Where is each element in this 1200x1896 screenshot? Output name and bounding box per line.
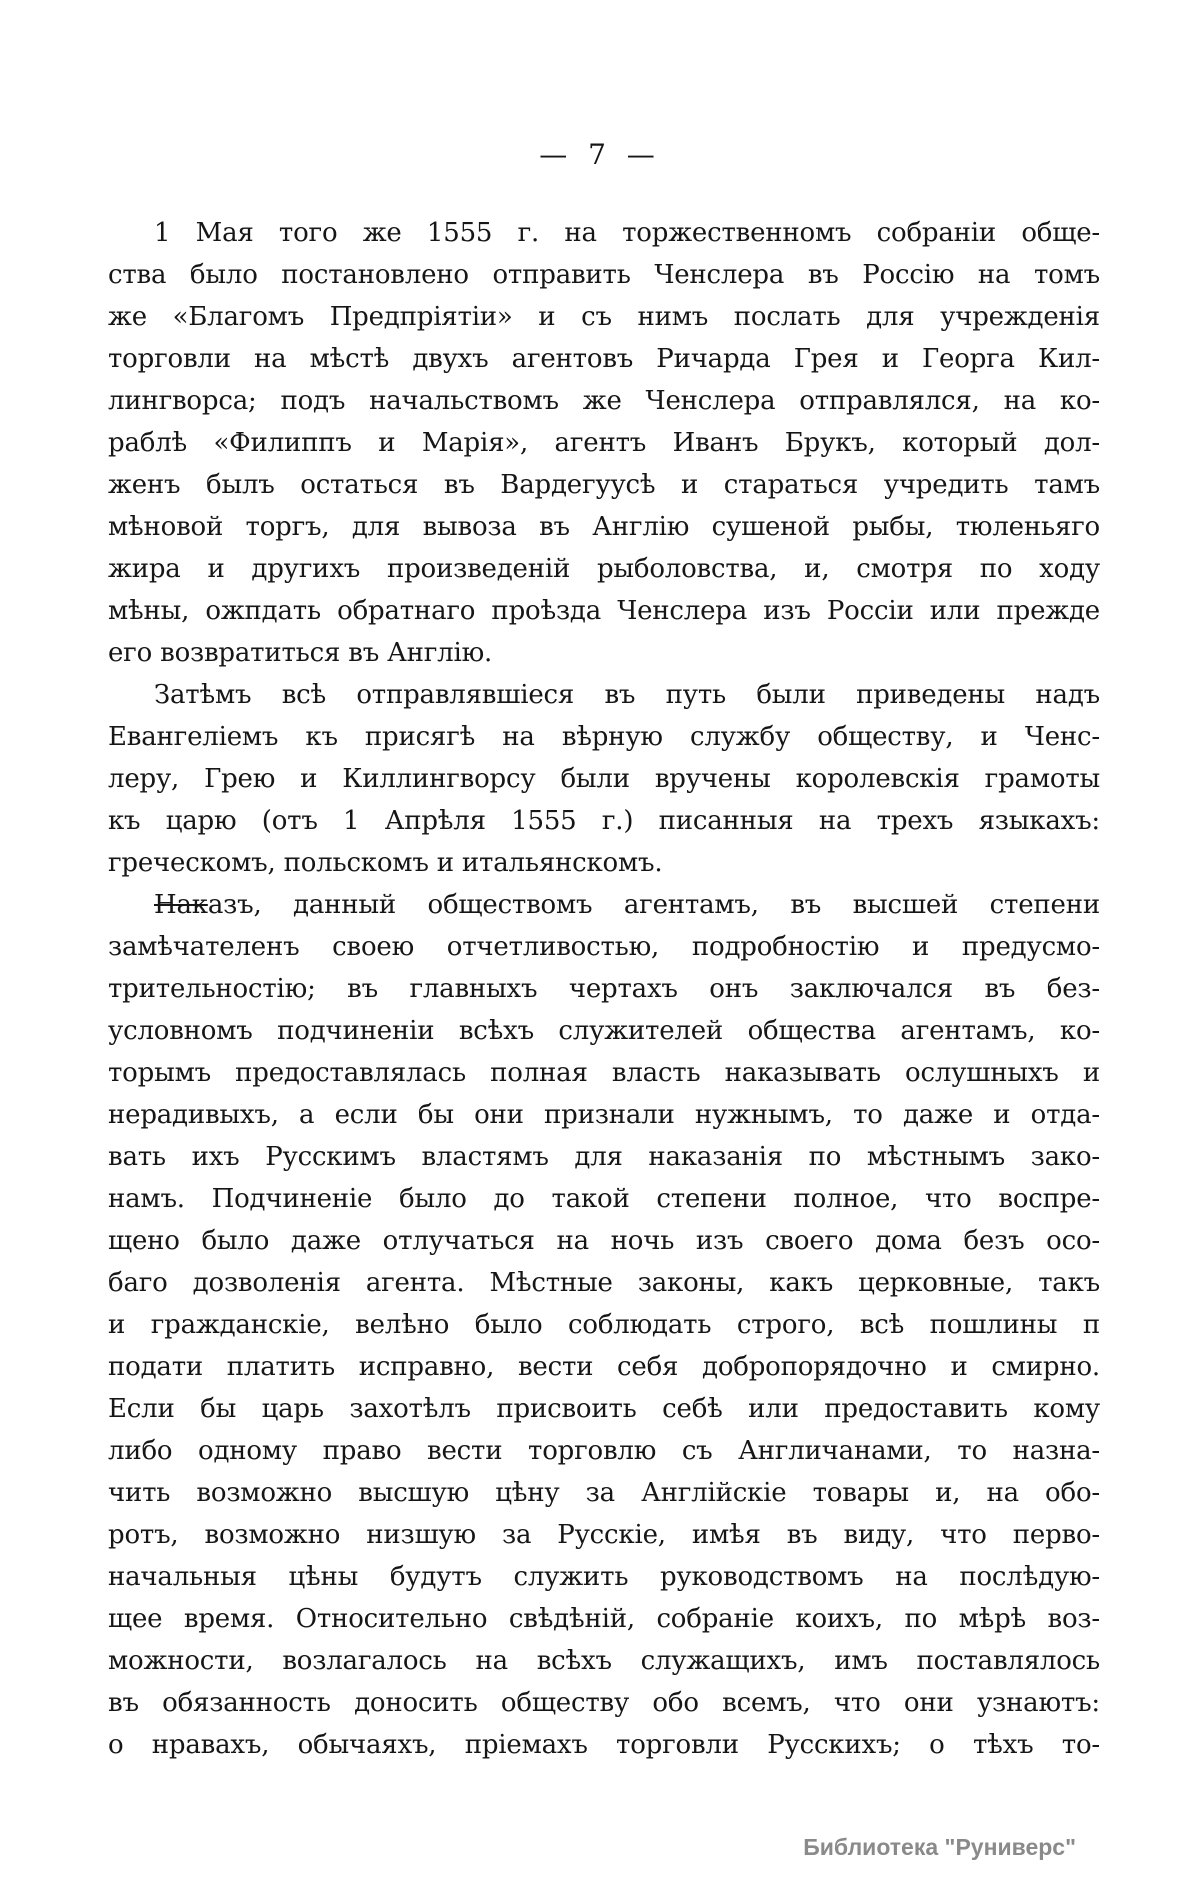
text-line: начальныя цѣны будутъ служить руководствомъ на послѣдую-	[108, 1562, 1100, 1592]
text-line: ства было постановлено отправить Ченслера въ Россію на томъ	[108, 260, 1100, 290]
text-line: и гражданскіе, велѣно было соблюдать строго, всѣ пошлины п	[108, 1310, 1100, 1340]
text-line: Если бы царь захотѣлъ присвоить себѣ или предоставить кому	[108, 1394, 1100, 1424]
text-line: Евангеліемъ къ присягѣ на вѣрную службу обществу, и Ченс-	[108, 722, 1100, 752]
page-text	[108, 212, 1100, 1766]
text-line: трительностію; въ главныхъ чертахъ онъ заключался въ без-	[108, 974, 1100, 1004]
text-line: замѣчателенъ своею отчетливостью, подробностію и предусмо-	[108, 932, 1100, 962]
text-line: раблѣ «Филиппъ и Марія», агентъ Иванъ Брукъ, который дол-	[108, 428, 1100, 458]
struck-text: Нак	[154, 890, 208, 920]
text-line: либо одному право вести торговлю съ Англичанами, то назна-	[108, 1436, 1100, 1466]
text-line: торымъ предоставлялась полная власть наказывать ослушныхъ и	[108, 1058, 1100, 1088]
text-line: подати платить исправно, вести себя добропорядочно и смирно.	[108, 1352, 1100, 1382]
text-line: же «Благомъ Предпріятіи» и съ нимъ послать для учрежденія	[108, 302, 1100, 332]
text-line: чить возможно высшую цѣну за Англійскіе товары и, на обо-	[108, 1478, 1100, 1508]
text-line: Наказъ, данный обществомъ агентамъ, въ высшей степени	[154, 890, 1100, 920]
text-line: мѣновой торгъ, для вывоза въ Англію сушеной рыбы, тюленьяго	[108, 512, 1100, 542]
text-line: вать ихъ Русскимъ властямъ для наказанія по мѣстнымъ зако-	[108, 1142, 1100, 1172]
text-line: леру, Грею и Киллингворсу были вручены королевскія грамоты	[108, 764, 1100, 794]
text-line: его возвратиться въ Англію.	[108, 638, 493, 668]
text-line: жира и другихъ произведеній рыболовства, и, смотря по ходу	[108, 554, 1100, 584]
text-line: лингворса; подъ начальствомъ же Ченслера отправлялся, на ко-	[108, 386, 1100, 416]
text-line: женъ былъ остаться въ Вардегуусѣ и стараться учредить тамъ	[108, 470, 1100, 500]
text-line: о нравахъ, обычаяхъ, пріемахъ торговли Русскихъ; о тѣхъ то-	[108, 1730, 1100, 1760]
page-number-header: — 7 —	[539, 138, 661, 171]
text-line: мѣны, ожпдать обратнаго проѣзда Ченслера изъ Россіи или прежде	[108, 596, 1100, 626]
text-line: щее время. Относительно свѣдѣній, собраніе коихъ, по мѣрѣ воз-	[108, 1604, 1100, 1634]
text-line: нерадивыхъ, а если бы они признали нужнымъ, то даже и отда-	[108, 1100, 1100, 1130]
text-line: ротъ, возможно низшую за Русскіе, имѣя въ виду, что перво-	[108, 1520, 1100, 1550]
text-line: щено было даже отлучаться на ночь изъ своего дома безъ осо-	[108, 1226, 1100, 1256]
text-line: къ царю (отъ 1 Апрѣля 1555 г.) писанныя на трехъ языкахъ:	[108, 806, 1100, 836]
text-line: намъ. Подчиненіе было до такой степени полное, что воспре-	[108, 1184, 1100, 1214]
text-line: можности, возлагалось на всѣхъ служащихъ, имъ поставлялось	[108, 1646, 1100, 1676]
text-line: греческомъ, польскомъ и итальянскомъ.	[108, 848, 663, 878]
text-line: баго дозволенія агента. Мѣстные законы, какъ церковные, такъ	[108, 1268, 1100, 1298]
library-watermark: Библиотека "Руниверс"	[803, 1834, 1076, 1860]
text-line: въ обязанность доносить обществу обо всемъ, что они узнаютъ:	[108, 1688, 1100, 1718]
text-line: 1 Мая того же 1555 г. на торжественномъ собраніи обще-	[154, 218, 1100, 248]
text-line: торговли на мѣстѣ двухъ агентовъ Ричарда Грея и Георга Кил-	[108, 344, 1100, 374]
text-line: Затѣмъ всѣ отправлявшіеся въ путь были приведены надъ	[154, 680, 1100, 710]
text-line: условномъ подчиненіи всѣхъ служителей общества агентамъ, ко-	[108, 1016, 1100, 1046]
